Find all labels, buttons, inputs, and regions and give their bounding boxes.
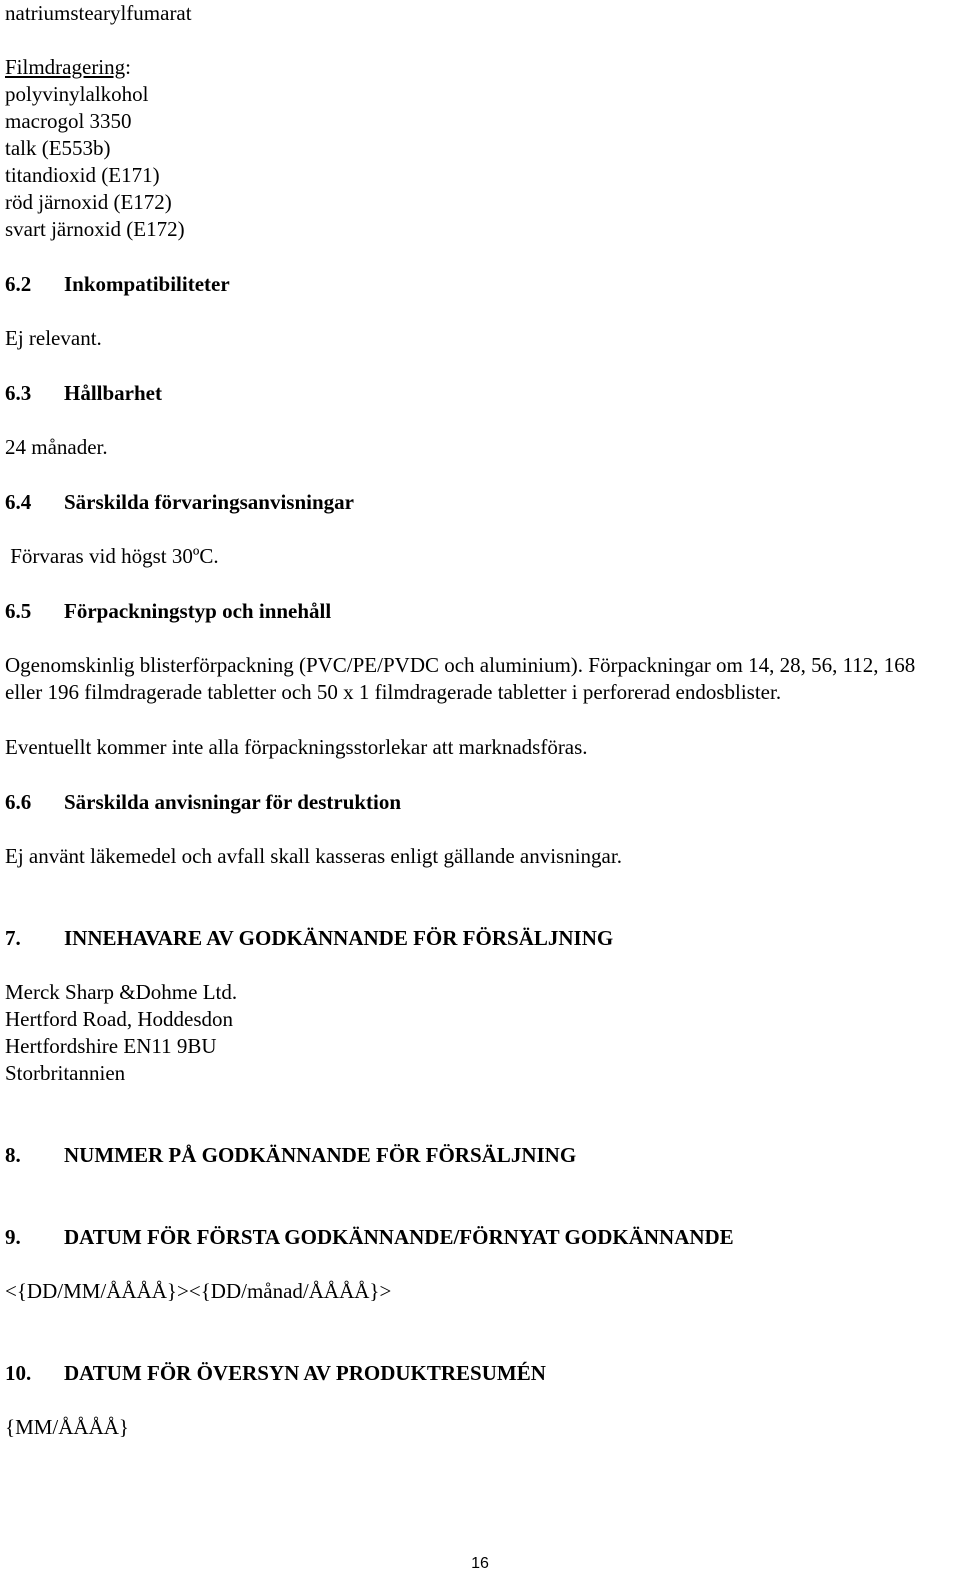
section-body-6-5-note: Eventuellt kommer inte alla förpackningsstorlekar att marknadsföras. <box>5 735 588 759</box>
film-coating-item: talk (E553b) <box>5 136 111 160</box>
section-title: NUMMER PÅ GODKÄNNANDE FÖR FÖRSÄLJNING <box>64 1143 577 1167</box>
section-number: 7. <box>5 926 21 950</box>
section-heading-6-5 <box>5 598 331 625</box>
holder-address-line: Hertford Road, Hoddesdon <box>5 1007 234 1031</box>
section-body-6-6: Ej använt läkemedel och avfall skall kasseras enligt gällande anvisningar. <box>5 844 622 868</box>
section-body-10: {MM/ÅÅÅÅ} <box>5 1415 130 1439</box>
section-heading-10 <box>5 1360 546 1387</box>
holder-address-line: Storbritannien <box>5 1061 126 1085</box>
section-title: Särskilda anvisningar för destruktion <box>64 790 402 814</box>
holder-address-line: Hertfordshire EN11 9BU <box>5 1034 217 1058</box>
film-coating-item: svart järnoxid (E172) <box>5 217 185 241</box>
section-body-6-3: 24 månader. <box>5 435 108 459</box>
section-title: Förpackningstyp och innehåll <box>64 599 332 623</box>
section-number: 8. <box>5 1143 21 1167</box>
section-heading-8 <box>5 1142 576 1169</box>
section-body-6-5: Ogenomskinlig blisterförpackning (PVC/PE/PVDC och aluminium). Förpackningar om 14, 28, 56, 112, 168 eller 196 filmdragerade tabletter och 50 x 1 filmdragerade tabletter i perforerad endosblister. <box>5 653 916 704</box>
section-heading-9 <box>5 1224 734 1251</box>
section-heading-6-2 <box>5 271 230 298</box>
section-body-6-2: Ej relevant. <box>5 326 102 350</box>
section-body-6-4: Förvaras vid högst 30ºC. <box>5 544 219 568</box>
film-coating-item: macrogol 3350 <box>5 109 132 133</box>
page-number: 16 <box>471 1555 489 1572</box>
film-coating-label: Filmdragering <box>5 55 126 79</box>
section-title: Hållbarhet <box>64 381 162 405</box>
section-number: 6.2 <box>5 272 32 296</box>
film-coating-heading <box>5 54 131 81</box>
section-number: 10. <box>5 1361 32 1385</box>
film-coating-item: polyvinylalkohol <box>5 82 149 106</box>
section-title: DATUM FÖR ÖVERSYN AV PRODUKTRESUMÉN <box>64 1361 546 1385</box>
section-heading-6-6 <box>5 789 401 816</box>
section-heading-6-4 <box>5 489 354 516</box>
section-number: 6.5 <box>5 599 32 623</box>
section-title: DATUM FÖR FÖRSTA GODKÄNNANDE/FÖRNYAT GODKÄNNANDE <box>64 1225 734 1249</box>
section-title: Inkompatibiliteter <box>64 272 230 296</box>
film-coating-item: röd järnoxid (E172) <box>5 190 172 214</box>
holder-address-line: Merck Sharp &Dohme Ltd. <box>5 980 238 1004</box>
section-number: 9. <box>5 1225 21 1249</box>
excipient-item: natriumstearylfumarat <box>5 1 192 25</box>
section-title: Särskilda förvaringsanvisningar <box>64 490 354 514</box>
section-body-9: <{DD/MM/ÅÅÅÅ}><{DD/månad/ÅÅÅÅ}> <box>5 1279 392 1303</box>
film-coating-colon: : <box>125 55 131 79</box>
section-title: INNEHAVARE AV GODKÄNNANDE FÖR FÖRSÄLJNING <box>64 926 614 950</box>
section-number: 6.3 <box>5 381 32 405</box>
film-coating-item: titandioxid (E171) <box>5 163 160 187</box>
section-heading-6-3 <box>5 380 162 407</box>
section-number: 6.4 <box>5 490 32 514</box>
section-number: 6.6 <box>5 790 32 814</box>
section-heading-7 <box>5 925 613 952</box>
